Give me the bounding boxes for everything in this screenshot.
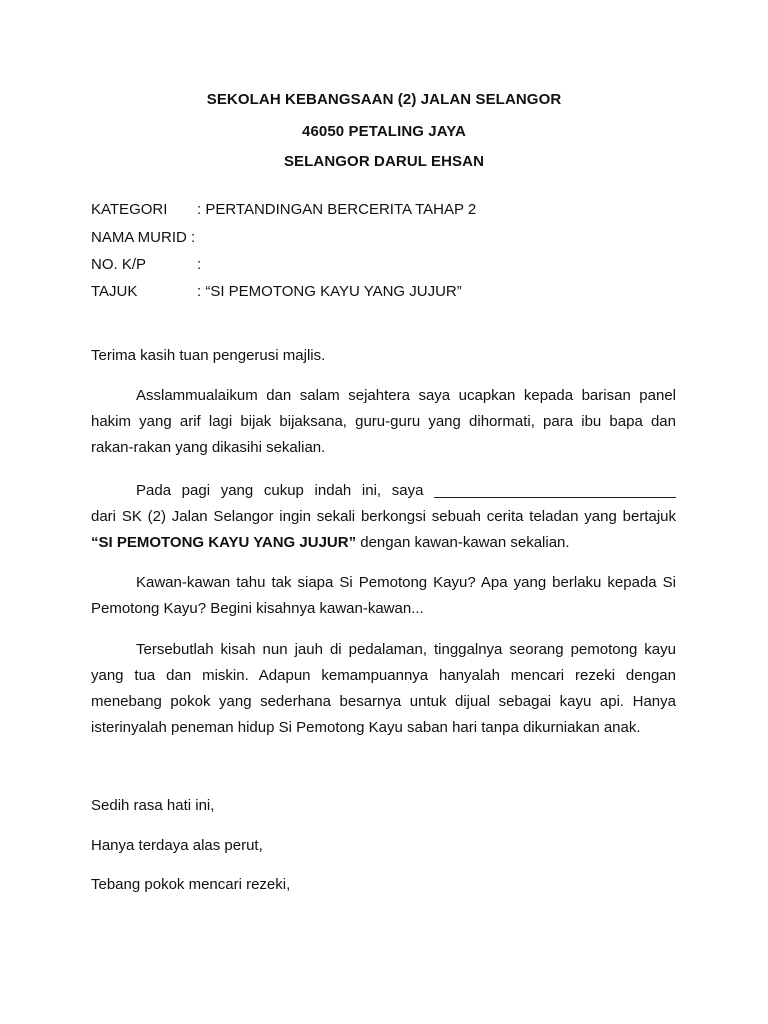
paragraph-line: yang tua dan miskin. Adapun kemampuannya hanyalah mencari rezeki dengan [91,667,676,684]
paragraph-salutation [91,383,676,461]
field-kategori [91,201,476,218]
poem-line-2: Hanya terdaya alas perut, [91,837,263,854]
greeting-line: Terima kasih tuan pengerusi majlis. [91,347,326,364]
paragraph-line: menebang pokok yang sederhana besarnya untuk dijual sebagai kayu api. Hanya [91,693,676,710]
kategori-label: KATEGORI [91,201,168,218]
field-nama-murid [91,229,195,246]
paragraph-story-opening [91,637,676,741]
tajuk-label: TAJUK [91,283,138,300]
nama-murid-label: NAMA MURID : [91,229,196,246]
poem-line-1: Sedih rasa hati ini, [91,797,215,814]
paragraph-line: Pemotong Kayu? Begini kisahnya kawan-kawan... [91,600,424,617]
school-state: SELANGOR DARUL EHSAN [283,153,485,170]
paragraph-line: Tersebutlah kisah nun jauh di pedalaman, tinggalnya seorang pemotong kayu [136,641,676,658]
poem-line-3: Tebang pokok mencari rezeki, [91,876,291,893]
paragraph-line: Kawan-kawan tahu tak siapa Si Pemotong Kayu? Apa yang berlaku kepada Si [136,574,676,591]
paragraph-line: isterinyalah peneman hidup Si Pemotong Kayu saban hari tanpa dikurniakan anak. [91,719,641,736]
paragraph-question [91,570,676,622]
field-tajuk [91,283,462,300]
school-name: SEKOLAH KEBANGSAAN (2) JALAN SELANGOR [206,91,562,108]
kp-label: NO. K/P [91,256,147,273]
story-title-rest: dengan kawan-kawan sekalian. [356,534,570,551]
kategori-value: : PERTANDINGAN BERCERITA TAHAP 2 [197,201,477,218]
kp-value: : [197,256,202,273]
paragraph-line: dari SK (2) Jalan Selangor ingin sekali berkongsi sebuah cerita teladan yang bertajuk [91,508,676,525]
paragraph-line: rakan-rakan yang dikasihi sekalian. [91,439,326,456]
paragraph-line: Pada pagi yang cukup indah ini, saya _____________________________ [136,482,676,499]
paragraph-line: Asslammualaikum dan salam sejahtera saya ucapkan kepada barisan panel [136,387,676,404]
paragraph-line [91,530,676,556]
story-title-bold: “SI PEMOTONG KAYU YANG JUJUR” [91,534,357,551]
tajuk-value: : “SI PEMOTONG KAYU YANG JUJUR” [197,283,462,300]
school-postcode-city: 46050 PETALING JAYA [302,123,466,140]
field-no-kp [91,256,201,273]
paragraph-line: hakim yang arif lagi bijak bijaksana, guru-guru yang dihormati, para ibu bapa dan [91,413,676,430]
paragraph-introduction [91,478,676,556]
